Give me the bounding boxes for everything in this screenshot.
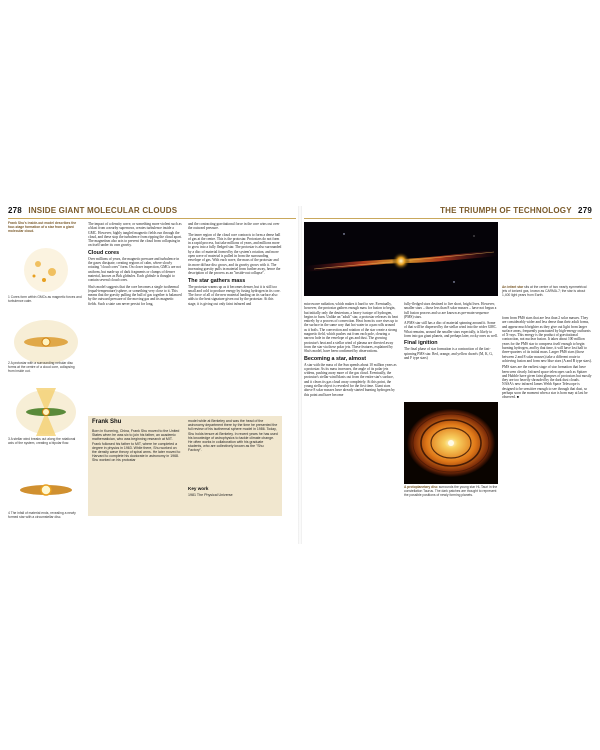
infant-star-caption-text: sits at the centre of two nearly symmetrical jets of ionized gas, known as CARMA-7; the star is about 1,400 light years from Earth. [502, 285, 587, 297]
col1-para-3: Shu's model suggests that the core becomes a single isothermal (equal-temperature) sphere, or something very close to it. This means that the gravity pulling the ball of gas together is balanced by the outward pressure of the moving gas and its magnetic fields. Such a state can never persist for long, [88, 284, 182, 306]
stage4-caption: 4 The infall of material ends, revealing a newly formed star with a circumstellar disc. [8, 511, 76, 519]
right-running-title: THE TRIUMPH OF TECHNOLOGY [440, 206, 572, 215]
book-gutter [298, 206, 302, 544]
right-column-1 [304, 302, 398, 399]
intro-caption [8, 222, 82, 234]
protoplanetary-disc-image [404, 402, 498, 484]
key-work-heading: Key work [188, 486, 209, 491]
left-header-rule [8, 218, 296, 219]
stages-illustration [8, 240, 84, 540]
infant-star-image [304, 222, 498, 296]
right-column-2 [404, 302, 498, 362]
intro-caption-text: Frank Shu's inside-out model describes the four-stage formation of a star from a giant molecular cloud. [8, 221, 77, 233]
stage3-caption: 3 A stellar wind breaks out along the rotational axis of the system, creating a bipolar flow. [8, 437, 76, 445]
stage1-cloud-cores-icon [24, 248, 68, 292]
col1-para-1: The impact of a density wave, or something more violent such as a blast from a nearby supernova, creates turbulence inside a GMC. However, highly tangled magnetic fields run through the cloud, and these stop the turbulence from ripping the cloud apart. The magnetism also acts to prevent the cloud from collapsing in on itself under its own gravity. [88, 222, 182, 248]
left-page-number: 278 [8, 206, 22, 215]
protoplanetary-disc-photo [404, 402, 498, 484]
col1-para-2: Over millions of years, the magnetic pressure and turbulence in the gases dissipate, creating regions of calm, where slowly rotating "cloud cores" form. On closer inspection, GMCs are not uniform, but made up of dark fragments or clumps of denser material, known as Bok globules. Each globule is thought to contain several cloud cores. [88, 256, 181, 283]
col4-para-2: A PMS star still has a disc of material spinning around it. Some of that will be dispersed by the stellar wind into the wider GMC. What remains, around the smaller stars especially, is likely to form into gas giant planets, and perhaps later, rocky ones as well. [404, 321, 498, 339]
right-page-number: 279 [578, 206, 592, 215]
frank-shu-bio-box [88, 416, 282, 516]
col3-para-1: microwave radiation, which makes it hard to see. Eventually, however, the protostar gathers enough mass for fusion to begin, but initially only the deuterium, a heavy isotope of hydrogen, begins to burn. Unlike an "adult" star, a protostar releases its heat entirely by a process of convection. Heat from its core rises up to the surface in the same way that hot water in a pan rolls around as it boils. The convection and rotation of the star create a strong magnetic field, which pushes out from each pole, clearing a narrow hole in the envelope of gas and dust. The growing protostar's heat and a stellar wind of plasma are directed away from the star via these polar jets. These features, explained by Shu's model, have been confirmed by observations. [304, 302, 398, 354]
left-column-2 [188, 222, 282, 308]
col2-para-2: The inner region of the cloud core contracts to form a dense ball of gas at the centre. This is the protostar. Protostars do not form in a rapid process, but take millions of years, and millions more to grow into a fully fledged star. The protostar is also surrounded by a disc of material formed by the system's rotation, and more open wave of material is pulled in from the surrounding envelope of gas. With each wave, the mass of the protostar and its more diffuse disc grows, and its gravity grows with it. The increasing gravity pulls in material from further away, hence the description of the process as an "inside-out collapse". [188, 232, 282, 276]
right-header [440, 206, 592, 216]
key-work-entry: 1981 The Physical Universe [188, 493, 233, 497]
left-column-1 [88, 222, 182, 308]
heading-becoming-a-star: Becoming a star, almost [304, 355, 367, 362]
book-spread [8, 206, 592, 544]
heading-final-ignition: Final ignition [404, 340, 438, 347]
col4-para-1: fully-fledged stars destined to live short, bright lives. However, smaller stars – those less than 8 solar masses – have not begun a full fusion process and so are known as pre-main-sequence (PMS) stars. [404, 302, 497, 319]
stage3-bipolar-flow-icon [16, 388, 76, 436]
infant-star-caption [502, 286, 592, 298]
col3-para-2: A star with the mass of the Sun spends about 10 million years as a protostar. As its mass increases, the angle of its polar jets widens, pushing away more of the gas cloud. Eventually, the protostar's stellar wind blasts out from the entire star's surface, and it clears its gas cloud away completely. At this point, the young stellar object is revealed for the first time. Giant stars above 8 solar masses have already started burning hydrogen by this point and have become [304, 362, 397, 397]
stage2-protostar-disc-icon [14, 320, 78, 364]
stage4-star-disc-icon [20, 485, 72, 495]
col4-para-3: The final phase of star formation is a contraction of the fast-spinning PMS star. Red, orange, and yellow dwarfs (M, K, G, and F type stars) [404, 347, 493, 360]
col5-para-2: PMS stars are the earliest stage of star formation that have been seen clearly. Infrared space telescopes such as Spitzer and Hubble have given faint glimpses of protostars but mostly they are too heavily shrouded by the dark dust clouds. NASA's new infrared James Webb Space Telescope is designed to be sensitive enough to see through that dust, so perhaps soon the moment when a star is born may at last be observed. ■ [502, 365, 592, 400]
right-header-rule [304, 218, 592, 219]
star-formation-diagram [8, 222, 84, 544]
right-column-3 [502, 316, 592, 402]
col5-para-1: form from PMS stars that are less than 2 solar masses. They are considerably wider and less dense than their adult forms, and appear much brighter as they give out light from larger surface areas, frequently punctuated by high-energy outbursts of X-rays. This energy is the product of gravitational contraction, not nuclear fusion. It takes about 100 million years for the PMS star to compress itself enough to begin burning hydrogen, and by that time, it will have lost half to three-quarters of its initial mass. Larger PMS stars (those between 2 and 8 solar masses) take a different route to achieving fusion and form new blue stars (A and B type stars). [502, 316, 592, 363]
protoplanetary-disc-caption [404, 486, 498, 498]
protoplanetary-caption-text: surrounds the young star HL Tauri in the constellation Taurus. The dark patches are thought to represent the possible positions of newly forming planets. [404, 485, 498, 497]
infant-star-photo [304, 222, 498, 296]
stage2-caption: 2 A protostar with a surrounding nebular disc forms at the centre of a cloud core, collapsing from inside out. [8, 361, 75, 373]
bio-column-2: model while at Berkeley and was the head of the astronomy department there by the time he presented the full review of his isothermal sphere model in 1986. Today, Shu holds tenure at Berkeley. In recent years he has used his knowledge of astrophysics to tackle climate change. He often works in collaboration with his graduate students, who are collectively known as the "Shu Factory". [188, 419, 278, 453]
heading-cloud-cores: Cloud cores [88, 249, 120, 256]
left-running-title: INSIDE GIANT MOLECULAR CLOUDS [28, 206, 178, 215]
col2-para-1: and the contracting gravitational force in the core wins out over the outward pressure. [188, 222, 280, 231]
heading-star-gathers-mass: The star gathers mass [188, 277, 246, 284]
bio-column-1: Born in Kunming, China, Frank Shu moved to the United States when he was six to join his father, an academic mathematician, who was beginning research at MIT. Frank followed his father to MIT, where he completed a degree in physics in 1963. While there, Shu worked on the density wave theory of spiral arms. He later moved to Harvard to complete his doctorate in astronomy in 1968. Shu worked on his protostar [92, 429, 181, 463]
protoplanetary-caption-bold: A protoplanetary disc [404, 485, 438, 489]
infant-star-caption-bold: An infant star [502, 285, 524, 289]
col2-para-3: The protostar warms up as it becomes denser, but it is still too small and cold to produce energy by fusing hydrogen in its core. The force of all of the new material landing on its surface also adds to the heat signature given out by the protostar. At this stage, it is giving out only faint infrared and [188, 284, 281, 306]
left-header [8, 206, 177, 216]
bio-heading: Frank Shu [92, 419, 122, 425]
stage1-caption: 1 Cores form within GMCs as magnetic forces and turbulence calm. [8, 295, 82, 303]
